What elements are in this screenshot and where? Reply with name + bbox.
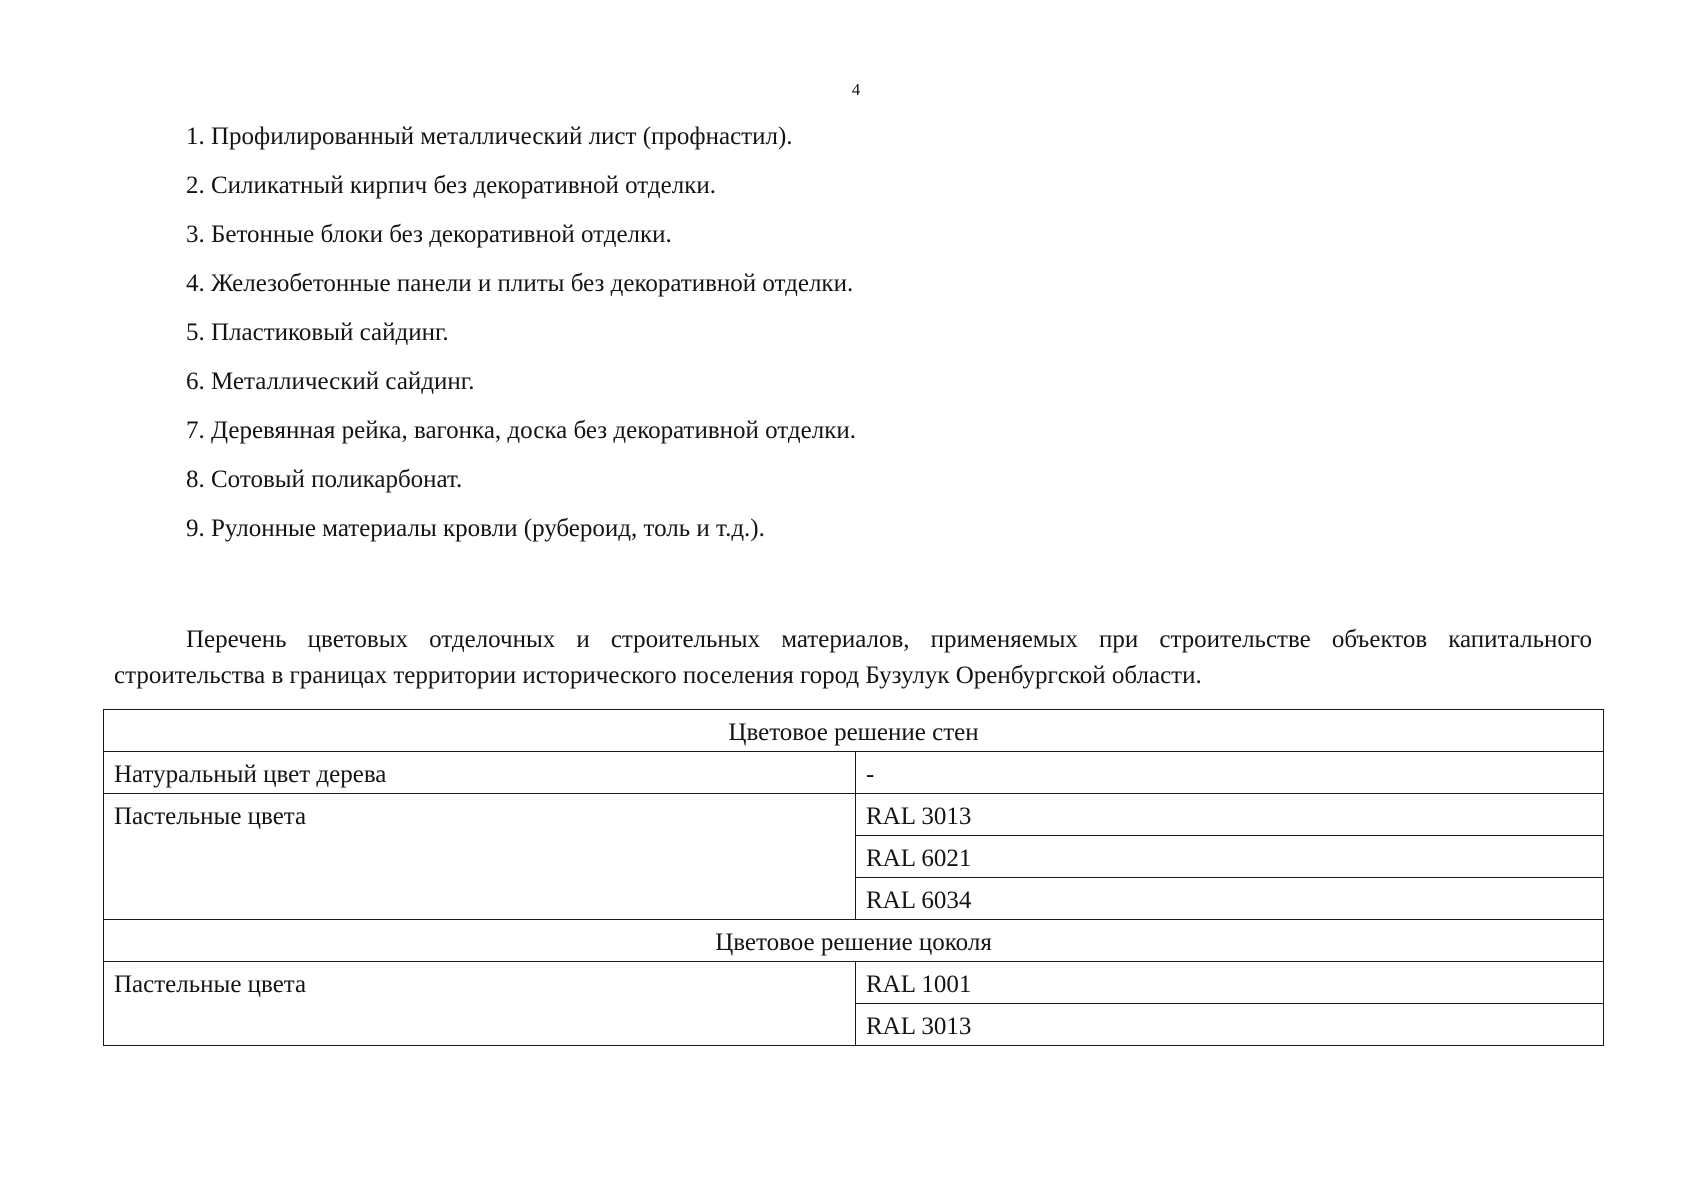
list-item: 7. Деревянная рейка, вагонка, доска без декоративной отделки. xyxy=(186,417,856,444)
table-row xyxy=(104,794,1604,836)
ral-code-cell: RAL 3013 xyxy=(856,1004,1604,1046)
intro-paragraph: Перечень цветовых отделочных и строительных материалов, применяемых при строительстве объектов капитального строительства в границах территории исторического поселения город Бузулук Оренбургской области. xyxy=(114,626,1592,689)
table-row xyxy=(104,962,1604,1004)
prohibited-materials-list xyxy=(186,122,856,563)
list-item: 9. Рулонные материалы кровли (рубероид, толь и т.д.). xyxy=(186,515,765,542)
table-row xyxy=(104,752,1604,794)
list-item: 1. Профилированный металлический лист (профнастил). xyxy=(186,123,793,150)
list-item: 4. Железобетонные панели и плиты без декоративной отделки. xyxy=(186,270,854,297)
page-number: 4 xyxy=(851,80,861,99)
list-item: 5. Пластиковый сайдинг. xyxy=(186,319,449,346)
plinth-pastel-label: Пастельные цвета xyxy=(104,962,856,1046)
ral-code-cell: RAL 6021 xyxy=(856,836,1604,878)
list-item: 8. Сотовый поликарбонат. xyxy=(186,466,463,493)
color-solutions-table xyxy=(103,709,1604,1046)
natural-wood-label: Натуральный цвет дерева xyxy=(104,752,856,794)
walls-pastel-label: Пастельные цвета xyxy=(104,794,856,920)
list-item: 6. Металлический сайдинг. xyxy=(186,368,475,395)
list-item: 3. Бетонные блоки без декоративной отделки. xyxy=(186,221,672,248)
ral-code-cell: RAL 3013 xyxy=(856,794,1604,836)
table-row xyxy=(104,920,1604,962)
list-item: 2. Силикатный кирпич без декоративной отделки. xyxy=(186,172,716,199)
plinth-section-heading: Цветовое решение цоколя xyxy=(104,920,1604,962)
table-row xyxy=(104,710,1604,752)
ral-code-cell: RAL 1001 xyxy=(856,962,1604,1004)
walls-section-heading: Цветовое решение стен xyxy=(104,710,1604,752)
ral-code-cell: RAL 6034 xyxy=(856,878,1604,920)
natural-wood-value: - xyxy=(856,752,1604,794)
